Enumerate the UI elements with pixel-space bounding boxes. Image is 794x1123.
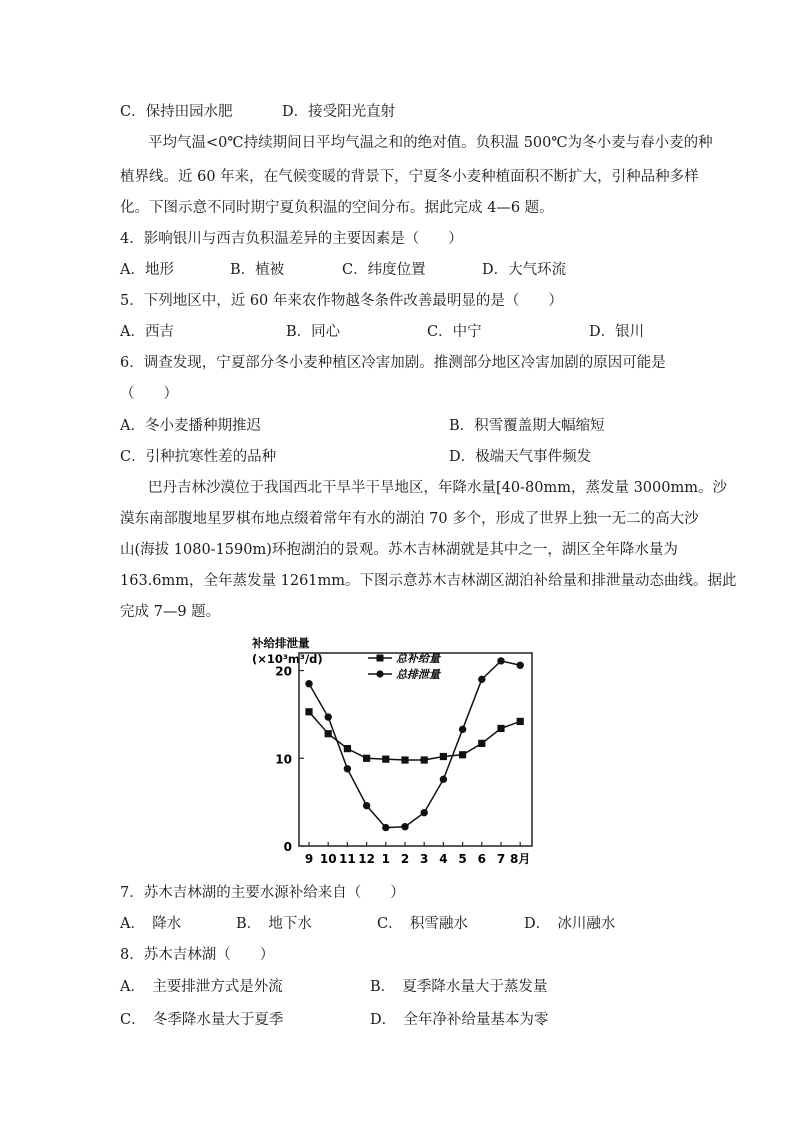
passage2-line-4: 163.6mm，全年蒸发量 1261mm。下图示意苏木吉林湖区湖泊补给量和排泄量动态曲线。据此 xyxy=(120,573,737,589)
lake-recharge-discharge-chart xyxy=(250,632,550,872)
recharge-point xyxy=(478,740,485,747)
discharge-point xyxy=(401,823,408,830)
discharge-point xyxy=(478,676,485,683)
q7-option-a: A． 降水 xyxy=(120,916,182,932)
q4-option-a: A．地形 xyxy=(120,262,174,278)
plot-frame xyxy=(299,653,532,846)
recharge-point xyxy=(517,718,524,725)
passage2-line-5: 完成 7—9 题。 xyxy=(120,604,221,620)
q5-option-c: C．中宁 xyxy=(427,324,482,340)
x-tick-label: 10 xyxy=(319,852,337,866)
passage2-line-1: 巴丹吉林沙漠位于我国西北干旱半干旱地区，年降水量[40-80mm，蒸发量 3000mm。沙 xyxy=(148,480,727,496)
q6-option-b: B．积雪覆盖期大幅缩短 xyxy=(449,418,605,434)
passage1-line-3: 化。下图示意不同时期宁夏负积温的空间分布。据此完成 4—6 题。 xyxy=(120,200,554,216)
y-axis-label-line1: 补给排泄量 xyxy=(252,636,310,650)
q4-option-c: C．纬度位置 xyxy=(342,262,426,278)
discharge-point xyxy=(440,776,447,783)
q6-option-d: D．极端天气事件频发 xyxy=(449,449,592,465)
q8-option-a: A． 主要排泄方式是外流 xyxy=(120,979,283,995)
x-tick-label: 3 xyxy=(420,852,429,866)
x-tick-label: 5 xyxy=(458,852,467,866)
q7-stem: 7．苏木吉林湖的主要水源补给来自（ ） xyxy=(120,885,405,901)
discharge-point xyxy=(382,824,389,831)
q6-option-a: A．冬小麦播种期推迟 xyxy=(120,418,261,434)
recharge-point xyxy=(401,756,408,763)
discharge-point xyxy=(344,765,351,772)
q3-option-d: D．接受阳光直射 xyxy=(282,104,396,120)
discharge-point xyxy=(497,657,504,664)
q7-option-d: D． 冰川融水 xyxy=(524,916,616,932)
legend xyxy=(368,652,442,681)
recharge-point xyxy=(305,708,312,715)
recharge-point xyxy=(497,725,504,732)
x-tick-label: 6 xyxy=(477,852,486,866)
discharge-point xyxy=(517,662,524,669)
y-tick-label: 0 xyxy=(283,840,292,854)
q8-option-b: B． 夏季降水量大于蒸发量 xyxy=(370,979,548,995)
q4-option-d: D．大气环流 xyxy=(482,262,567,278)
q5-option-a: A．西吉 xyxy=(120,324,174,340)
recharge-point xyxy=(344,745,351,752)
passage1-line-1: 平均气温<0℃持续期间日平均气温之和的绝对值。负积温 500℃为冬小麦与春小麦的种 xyxy=(148,135,713,151)
legend-marker-discharge xyxy=(376,670,383,677)
y-axis-label-line2: (×10³m³/d) xyxy=(252,652,323,666)
discharge-point xyxy=(421,809,428,816)
legend-marker-recharge xyxy=(377,655,384,662)
x-tick-label: 2 xyxy=(400,852,410,866)
recharge-point xyxy=(382,756,389,763)
x-tick-label: 11 xyxy=(339,852,356,866)
passage1-line-2: 植界线。近 60 年来，在气候变暖的背景下，宁夏冬小麦种植面积不断扩大，引种品种多样 xyxy=(120,169,699,185)
q4-stem: 4．影响银川与西吉负积温差异的主要因素是（ ） xyxy=(120,231,463,247)
y-tick-label: 10 xyxy=(275,752,292,767)
x-tick-label: 9 xyxy=(304,852,314,866)
q4-option-b: B．植被 xyxy=(230,262,285,278)
discharge-point xyxy=(363,802,370,809)
q6-stem: 6．调查发现，宁夏部分冬小麦种植区冷害加剧。推测部分地区冷害加剧的原因可能是 xyxy=(120,355,666,371)
q6-stem-bracket: （ ） xyxy=(120,386,178,402)
x-tick-label: 4 xyxy=(439,852,448,866)
recharge-point xyxy=(325,730,332,737)
passage2-line-2: 漠东南部腹地星罗棋布地点缀着常年有水的湖泊 70 多个，形成了世界上独一无二的高大沙 xyxy=(120,511,699,527)
legend-label-recharge: 总补给量 xyxy=(396,652,440,665)
discharge-point xyxy=(325,713,332,720)
legend-label-discharge: 总排泄量 xyxy=(396,668,440,681)
discharge-point xyxy=(305,680,312,687)
q5-option-d: D．银川 xyxy=(589,324,645,340)
recharge-point xyxy=(440,753,447,760)
x-tick-label: 12 xyxy=(358,852,375,866)
x-tick-label: 8月 xyxy=(510,852,531,866)
passage2-line-3: 山(海拔 1080-1590m)环抱湖泊的景观。苏木吉林湖就是其中之一，湖区全年降水量为 xyxy=(120,542,678,558)
q8-option-d: D． 全年净补给量基本为零 xyxy=(370,1012,549,1028)
x-tick-label: 1 xyxy=(381,852,390,866)
q3-option-c: C．保持田园水肥 xyxy=(120,104,233,120)
series-layer xyxy=(305,657,524,831)
recharge-point xyxy=(421,756,428,763)
q7-option-b: B． 地下水 xyxy=(236,916,312,932)
q8-stem: 8．苏木吉林湖（ ） xyxy=(120,947,275,963)
q7-option-c: C． 积雪融水 xyxy=(377,916,468,932)
q5-stem: 5．下列地区中，近 60 年来农作物越冬条件改善最明显的是（ ） xyxy=(120,293,563,309)
x-tick-label: 7 xyxy=(496,852,506,866)
discharge-point xyxy=(459,726,466,733)
q8-option-c: C． 冬季降水量大于夏季 xyxy=(120,1012,284,1028)
y-tick-label: 20 xyxy=(275,664,292,679)
recharge-point xyxy=(459,751,466,758)
q6-option-c: C．引种抗寒性差的品种 xyxy=(120,449,277,465)
recharge-point xyxy=(363,755,370,762)
q5-option-b: B．同心 xyxy=(286,324,341,340)
